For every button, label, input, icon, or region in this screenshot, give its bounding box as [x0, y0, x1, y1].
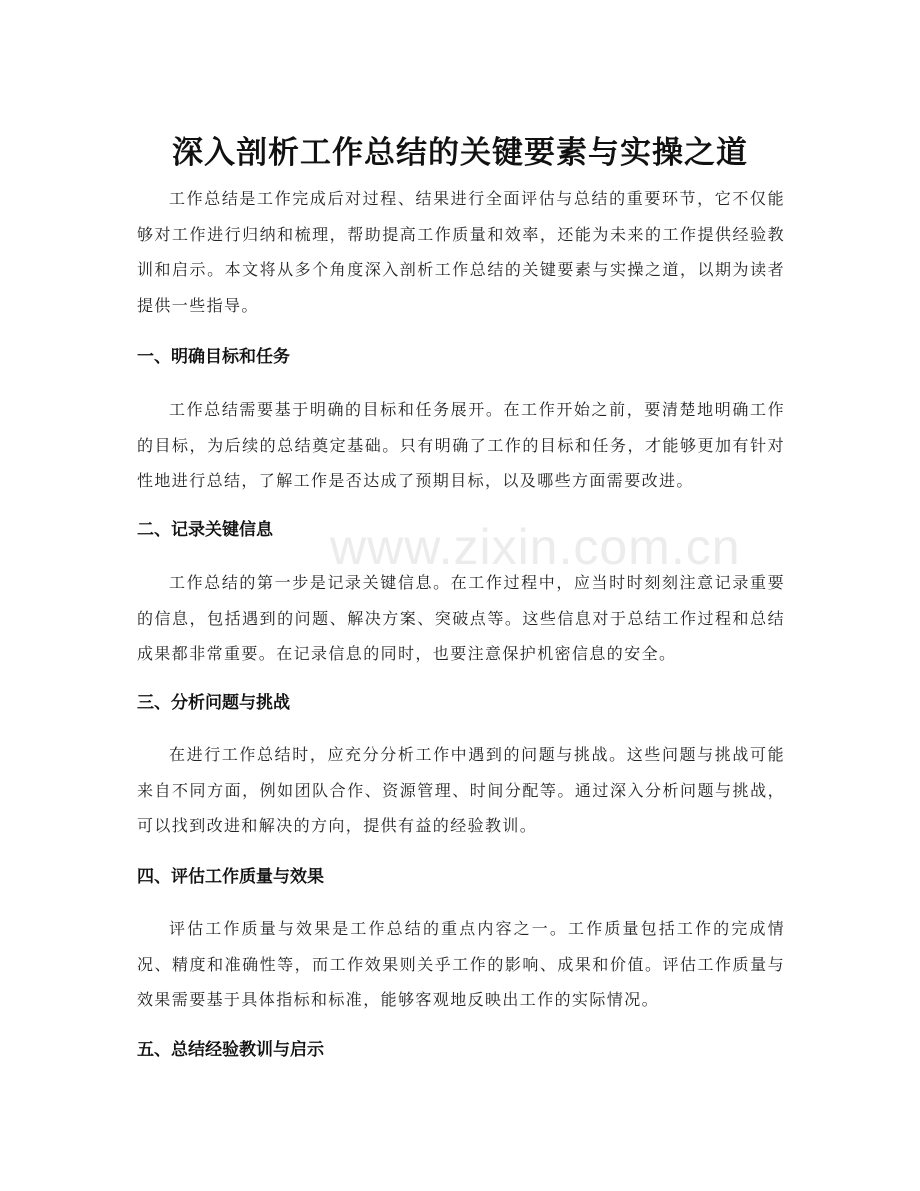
- section-body-3: 在进行工作总结时，应充分分析工作中遇到的问题与挑战。这些问题与挑战可能来自不同方面，例如团队合作、资源管理、时间分配等。通过深入分析问题与挑战，可以找到改进和解决的方向，提供有益的经验教训。: [137, 745, 785, 835]
- section-heading-1: 一、明确目标和任务: [137, 347, 290, 367]
- section-heading-2: 二、记录关键信息: [137, 520, 273, 540]
- section-body-2: 工作总结的第一步是记录关键信息。在工作过程中，应当时时刻刻注意记录重要的信息，包括遇到的问题、解决方案、突破点等。这些信息对于总结工作过程和总结成果都非常重要。在记录信息的同时，也要注意保护机密信息的安全。: [137, 573, 785, 663]
- section-heading-4: 四、评估工作质量与效果: [137, 867, 324, 887]
- section-body-1: 工作总结需要基于明确的目标和任务展开。在工作开始之前，要清楚地明确工作的目标，为后续的总结奠定基础。只有明确了工作的目标和任务，才能够更加有针对性地进行总结，了解工作是否达成了预期目标，以及哪些方面需要改进。: [137, 400, 785, 490]
- section-heading-5: 五、总结经验教训与启示: [137, 1040, 324, 1060]
- section-body-4: 评估工作质量与效果是工作总结的重点内容之一。工作质量包括工作的完成情况、精度和准确性等，而工作效果则关乎工作的影响、成果和价值。评估工作质量与效果需要基于具体指标和标准，能够客观地反映出工作的实际情况。: [137, 919, 785, 1009]
- document-title: 深入剖析工作总结的关键要素与实操之道: [172, 134, 748, 171]
- section-heading-3: 三、分析问题与挑战: [137, 693, 290, 713]
- intro-paragraph: 工作总结是工作完成后对过程、结果进行全面评估与总结的重要环节，它不仅能够对工作进行归纳和梳理，帮助提高工作质量和效率，还能为未来的工作提供经验教训和启示。本文将从多个角度深入剖析工作总结的关键要素与实操之道，以期为读者提供一些指导。: [137, 189, 785, 315]
- watermark: www.zixin.com.cn: [330, 519, 741, 575]
